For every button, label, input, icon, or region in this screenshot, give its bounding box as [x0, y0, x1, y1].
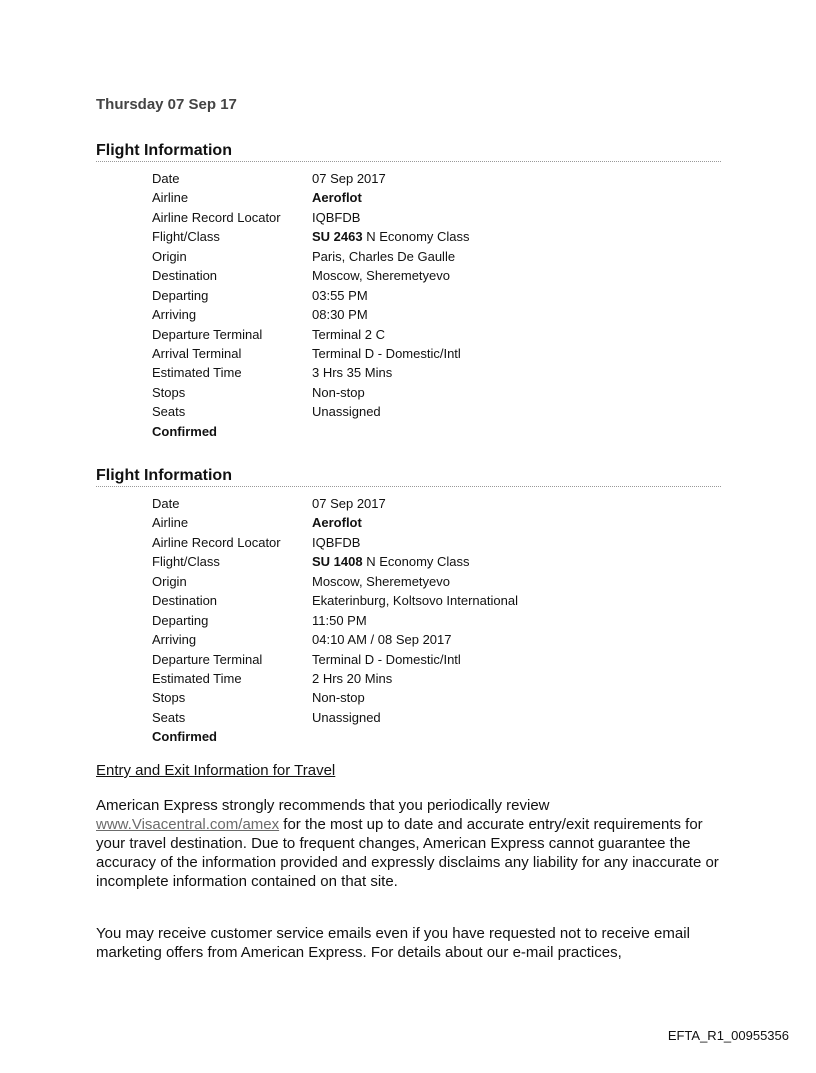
field-label: Departing [152, 612, 209, 628]
flight-1-seats-row [152, 402, 672, 421]
record-locator: IQBFDB [312, 534, 361, 550]
field-label: Estimated Time [152, 670, 242, 686]
seats: Unassigned [312, 404, 381, 420]
field-label: Arrival Terminal [152, 345, 242, 361]
estimated-time: 2 Hrs 20 Mins [312, 670, 393, 686]
field-label: Seats [152, 709, 186, 725]
field-label: Origin [152, 573, 187, 589]
cabin-class: N Economy Class [362, 229, 470, 245]
entry-exit-paragraph [96, 796, 726, 891]
field-label: Airline Record Locator [152, 209, 281, 225]
arrival-terminal: Terminal D - Domestic/Intl [312, 345, 461, 361]
flight-1-status: Confirmed [152, 423, 217, 439]
flight-1-arrival-terminal-row [152, 344, 672, 363]
flight-number: SU 1408 [312, 554, 363, 570]
origin-airport: Paris, Charles De Gaulle [312, 248, 456, 264]
flight-1-airline-row [152, 188, 672, 207]
airline-name: Aeroflot [312, 190, 362, 206]
field-label: Date [152, 171, 180, 186]
field-label: Flight/Class [152, 229, 220, 245]
field-label: Destination [152, 593, 218, 609]
destination-airport: Ekaterinburg, Koltsovo International [312, 593, 518, 609]
flight-2-destination-row [152, 591, 672, 610]
field-label: Departure Terminal [152, 326, 263, 342]
visacentral-link[interactable]: www.Visacentral.com/amex [96, 816, 280, 833]
flight-date: 07 Sep 2017 [312, 496, 386, 511]
flight-1-arriving-row [152, 305, 672, 324]
flight-number: SU 2463 [312, 229, 363, 245]
flight-2-stops-row [152, 688, 672, 707]
field-label: Airline Record Locator [152, 534, 281, 550]
paragraph-text: for the most up to date and accurate entry/exit requirements for your travel destination. Due to frequent changes, American Express cannot guarantee the accuracy of the information provided and expressly disclaims any liability for any inaccurate or incomplete information contained on that site. [96, 816, 719, 890]
field-label: Stops [152, 690, 186, 706]
paragraph-text: American Express strongly recommends that you periodically review [96, 797, 550, 814]
flight-1-locator-row [152, 208, 672, 227]
document-id: EFTA_R1_00955356 [667, 1028, 789, 1043]
field-label: Date [152, 496, 180, 511]
departure-terminal: Terminal D - Domestic/Intl [312, 651, 461, 667]
record-locator: IQBFDB [312, 209, 361, 225]
flight-2-section-title: Flight Information [96, 467, 721, 487]
field-label: Departure Terminal [152, 651, 263, 667]
flight-2-origin-row [152, 572, 672, 591]
flight-1-section-title: Flight Information [96, 142, 721, 162]
flight-1-departure-terminal-row [152, 325, 672, 344]
flight-2-departing-row [152, 611, 672, 630]
field-label: Stops [152, 384, 186, 400]
flight-1-estimated-time-row [152, 363, 672, 382]
stops: Non-stop [312, 384, 365, 400]
field-label: Arriving [152, 632, 197, 648]
flight-1-destination-row [152, 266, 672, 285]
field-label: Airline [152, 515, 189, 531]
airline-name: Aeroflot [312, 515, 362, 531]
field-label: Seats [152, 404, 186, 420]
flight-2-arriving-row [152, 630, 672, 649]
arrival-time: 04:10 AM / 08 Sep 2017 [312, 632, 452, 648]
field-label: Flight/Class [152, 554, 220, 570]
flight-2-departure-terminal-row [152, 650, 672, 669]
flight-2-airline-row [152, 513, 672, 532]
destination-airport: Moscow, Sheremetyevo [312, 268, 451, 284]
flight-1-departing-row [152, 286, 672, 305]
flight-1-date-row [152, 169, 672, 188]
flight-2-date-row [152, 494, 672, 513]
estimated-time: 3 Hrs 35 Mins [312, 365, 393, 381]
flight-1-origin-row [152, 247, 672, 266]
departure-terminal: Terminal 2 C [312, 326, 385, 342]
departure-time: 11:50 PM [312, 612, 367, 628]
field-label: Destination [152, 268, 218, 284]
departure-time: 03:55 PM [312, 287, 368, 303]
itinerary-date-heading: Thursday 07 Sep 17 [96, 96, 237, 113]
stops: Non-stop [312, 690, 365, 706]
flight-2-flight-class-row [152, 552, 672, 571]
flight-2-details [152, 494, 672, 747]
seats: Unassigned [312, 709, 381, 725]
email-notice-paragraph: You may receive customer service emails even if you have requested not to receive email marketing offers from American Express. For details about our e-mail practices, [96, 925, 690, 961]
flight-date: 07 Sep 2017 [312, 171, 386, 186]
field-label: Departing [152, 287, 209, 303]
entry-exit-title: Entry and Exit Information for Travel [96, 762, 336, 779]
flight-1-details [152, 169, 672, 441]
flight-2-locator-row [152, 533, 672, 552]
flight-2-estimated-time-row [152, 669, 672, 688]
field-label: Arriving [152, 307, 197, 323]
arrival-time: 08:30 PM [312, 307, 368, 323]
field-label: Estimated Time [152, 365, 242, 381]
flight-2-seats-row [152, 708, 672, 727]
field-label: Airline [152, 190, 189, 206]
flight-1-flight-class-row [152, 227, 672, 246]
field-label: Origin [152, 248, 187, 264]
flight-1-stops-row [152, 383, 672, 402]
flight-2-status: Confirmed [152, 729, 217, 745]
cabin-class: N Economy Class [362, 554, 470, 570]
origin-airport: Moscow, Sheremetyevo [312, 573, 451, 589]
